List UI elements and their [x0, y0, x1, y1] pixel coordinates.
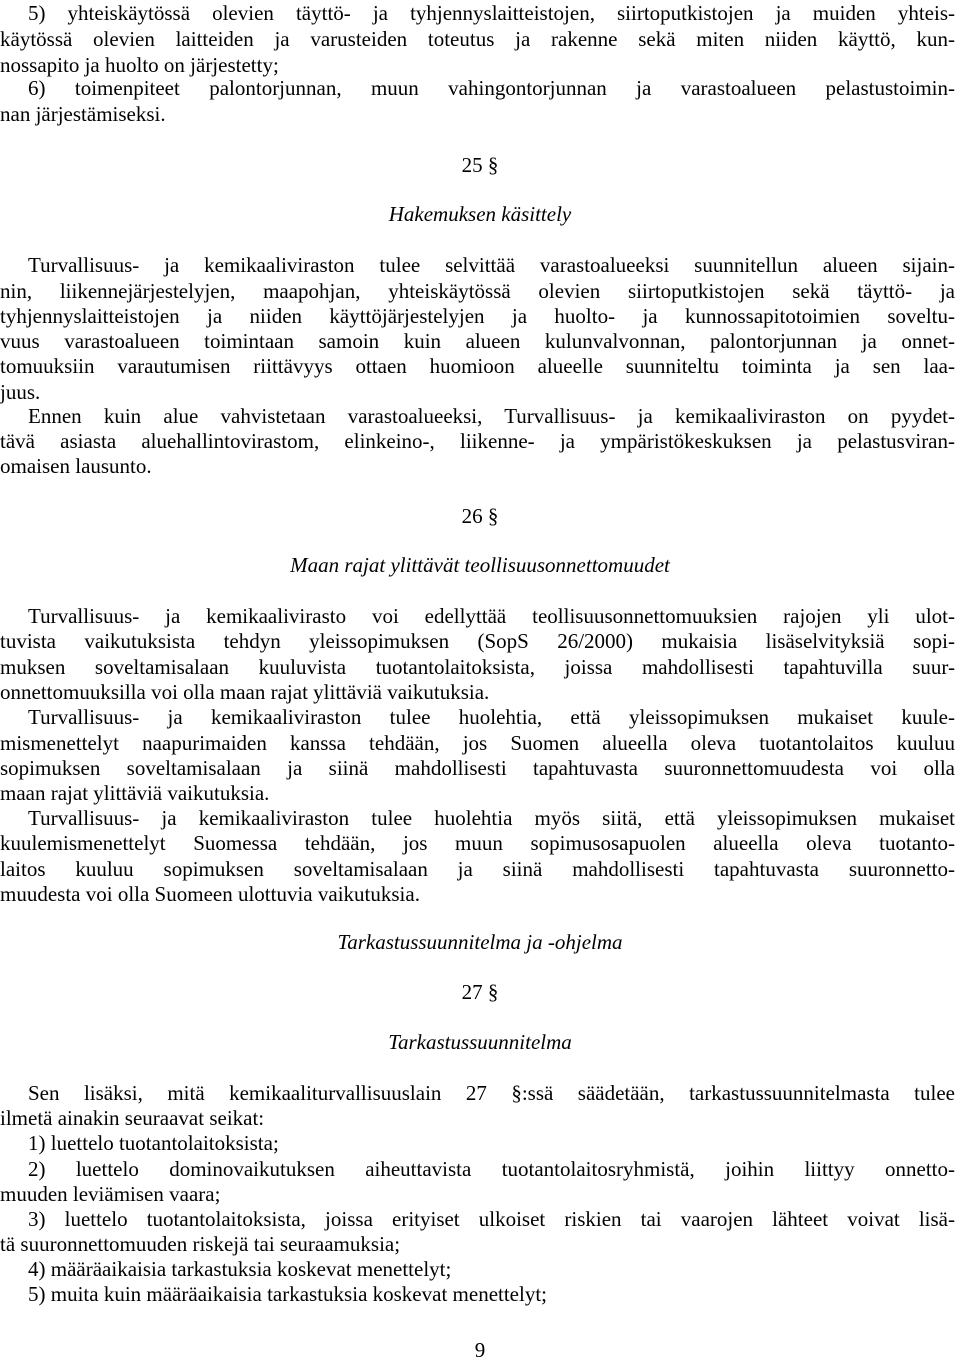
section-26-para-3-line-4: muudesta voi olla Suomeen ulottuvia vaikutuksia.: [0, 882, 420, 906]
section-25-para-2-line-1: Ennen kuin alue vahvistetaan varastoalueeksi, Turvallisuus- ja kemikaaliviraston on pyydet-: [28, 404, 955, 428]
section-26-para-1-line-3: muksen soveltamisalaan kuuluvista tuotantolaitoksista, joissa mahdollisesti tapahtuvilla suur-: [0, 655, 955, 679]
section-25-number: 25 §: [461, 153, 499, 177]
section-26-para-3-line-1: Turvallisuus- ja kemikaaliviraston tulee huolehtia myös siitä, että yleissopimuksen mukaiset: [28, 806, 955, 830]
section-27-list-item-2-line-2: muuden leviämisen vaara;: [0, 1182, 221, 1206]
section-27-list-item-1: 1) luettelo tuotantolaitoksista;: [28, 1131, 279, 1155]
section-25-para-1-line-4: vuus varastoalueen toimintaan samoin kuin alueen kulunvalvonnan, palontorjunnan ja onnet-: [0, 329, 955, 353]
section-27-para-1-line-2: ilmetä ainakin seuraavat seikat:: [0, 1106, 265, 1130]
list-item-6-line-1: 6) toimenpiteet palontorjunnan, muun vahingontorjunnan ja varastoalueen pelastustoimin-: [28, 76, 955, 100]
section-25-para-1-line-6: juus.: [0, 380, 41, 404]
section-25-para-1-line-1: Turvallisuus- ja kemikaaliviraston tulee selvittää varastoalueeksi suunnitellun alueen sijain-: [28, 253, 955, 277]
list-item-5-line-1: 5) yhteiskäytössä olevien täyttö- ja tyhjennyslaitteistojen, siirtoputkistojen ja muiden yhteis-: [28, 1, 955, 25]
section-26-para-2-line-4: maan rajat ylittäviä vaikutuksia.: [0, 781, 270, 805]
section-25-para-1-line-3: tyhjennyslaitteistojen ja niiden käyttöjärjestelyjen ja huolto- ja kunnossapitotoimien soveltu-: [0, 304, 955, 328]
section-26-para-3-line-3: laitos kuuluu sopimuksen soveltamisalaan ja siinä mahdollisesti tapahtuvasta suuronnetto-: [0, 857, 955, 881]
section-27-list-item-3-line-1: 3) luettelo tuotantolaitoksista, joissa erityiset ulkoiset riskien tai vaarojen lähteet voivat lisä-: [28, 1207, 955, 1231]
section-25-para-2-line-2: tävä asiasta aluehallintovirastom, elinkeino-, liikenne- ja ympäristökeskuksen ja pelastusviran-: [0, 429, 955, 453]
section-27-title: Tarkastussuunnitelma: [388, 1030, 572, 1054]
page-number: 9: [474, 1338, 486, 1362]
section-26-para-1-line-1: Turvallisuus- ja kemikaalivirasto voi edellyttää teollisuusonnettomuuksien rajojen yli ulot-: [28, 604, 955, 628]
section-27-list-item-3-line-2: tä suuronnettomuuden riskejä tai seuraamuksia;: [0, 1232, 401, 1256]
section-26-para-2-line-3: sopimuksen soveltamisalaan ja siinä mahdollisesti tapahtuvasta suuronnettomuudesta voi olla: [0, 756, 955, 780]
section-25-title: Hakemuksen käsittely: [388, 202, 572, 226]
list-item-5-line-2: käytössä olevien laitteiden ja varusteiden toteutus ja rakenne sekä miten niiden käyttö, kun-: [0, 27, 955, 51]
section-26-number: 26 §: [461, 504, 499, 528]
section-27-list-item-2-line-1: 2) luettelo dominovaikutuksen aiheuttavista tuotantolaitosryhmistä, joihin liittyy onnetto-: [28, 1157, 955, 1181]
section-27-list-item-5: 5) muita kuin määräaikaisia tarkastuksia koskevat menettelyt;: [28, 1282, 548, 1306]
section-26-para-1-line-2: tuvista vaikutuksista tehdyn yleissopimuksen (SopS 26/2000) mukaisia lisäselvityksiä sopi-: [0, 629, 955, 653]
section-26-para-2-line-1: Turvallisuus- ja kemikaaliviraston tulee huolehtia, että yleissopimuksen mukaiset kuule-: [28, 705, 955, 729]
list-item-5-line-3: nossapito ja huolto on järjestetty;: [0, 53, 279, 77]
list-item-6-line-2: nan järjestämiseksi.: [0, 102, 166, 126]
section-25-para-1-line-5: tomuuksiin varautumisen riittävyys ottaen huomioon alueelle suunniteltu toiminta ja sen laa-: [0, 354, 955, 378]
section-27-number: 27 §: [461, 980, 499, 1004]
section-26-title: Maan rajat ylittävät teollisuusonnettomuudet: [290, 553, 670, 577]
section-26-para-2-line-2: mismenettelyt naapurimaiden kanssa tehdään, jos Suomen alueella oleva tuotantolaitos kuuluu: [0, 731, 955, 755]
section-27-list-item-4: 4) määräaikaisia tarkastuksia koskevat menettelyt;: [28, 1257, 452, 1281]
section-25-para-1-line-2: nin, liikennejärjestelyjen, maapohjan, yhteiskäytössä olevien siirtoputkistojen sekä täyttö- ja: [0, 279, 955, 303]
section-26-para-1-line-4: onnettomuuksilla voi olla maan rajat ylittäviä vaikutuksia.: [0, 680, 490, 704]
chapter-title: Tarkastussuunnitelma ja -ohjelma: [337, 930, 623, 954]
section-27-para-1-line-1: Sen lisäksi, mitä kemikaaliturvallisuuslain 27 §:ssä säädetään, tarkastussuunnitelmasta tulee: [28, 1081, 955, 1105]
section-26-para-3-line-2: kuulemismenettelyt Suomessa tehdään, jos muun sopimusosapuolen alueella oleva tuotanto-: [0, 831, 955, 855]
section-25-para-2-line-3: omaisen lausunto.: [0, 454, 152, 478]
